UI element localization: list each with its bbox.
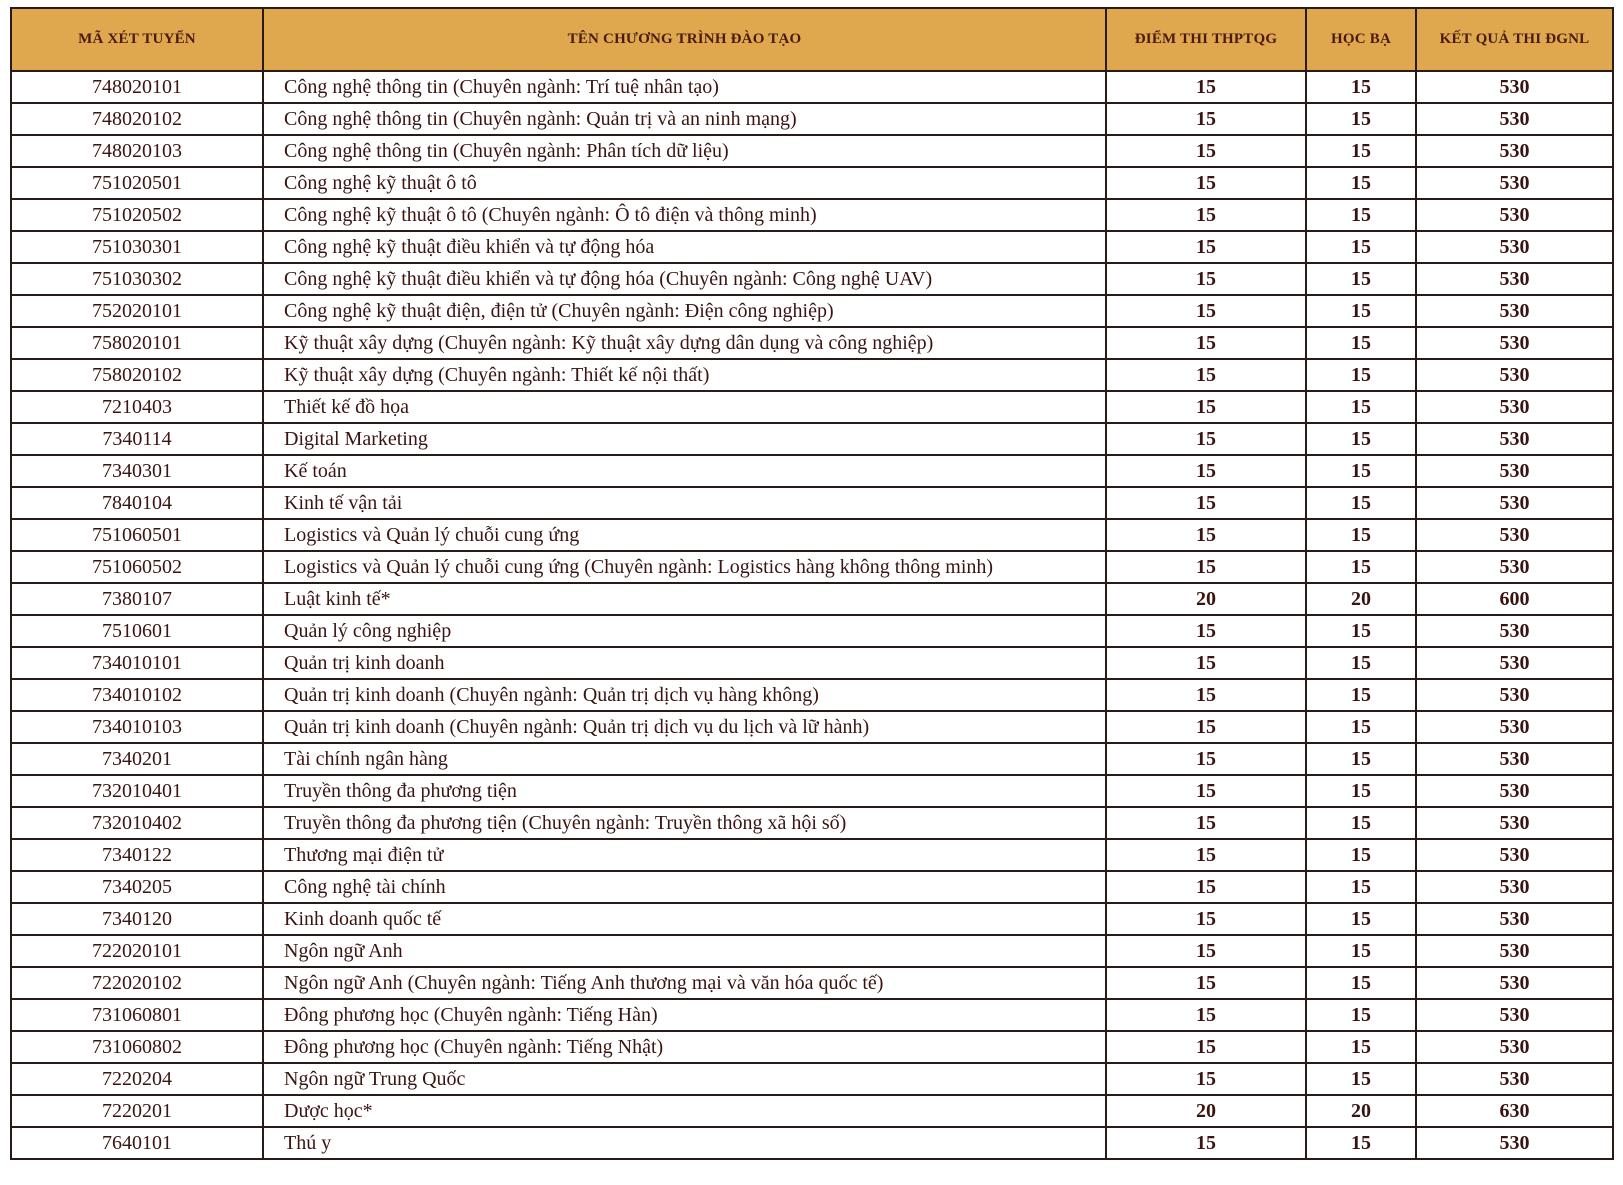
program-name-cell: Truyền thông đa phương tiện <box>263 775 1106 807</box>
program-name-cell: Thú y <box>263 1127 1106 1159</box>
dgnl-score-cell: 530 <box>1416 551 1613 583</box>
thpt-score-cell: 15 <box>1106 1031 1306 1063</box>
program-name-cell: Luật kinh tế* <box>263 583 1106 615</box>
dgnl-score-cell: 530 <box>1416 103 1613 135</box>
hocba-score-cell: 15 <box>1306 1127 1416 1159</box>
thpt-score-cell: 15 <box>1106 775 1306 807</box>
dgnl-score-cell: 530 <box>1416 519 1613 551</box>
table-row <box>11 1063 1613 1095</box>
hocba-score-cell: 15 <box>1306 999 1416 1031</box>
program-code-cell: 751020501 <box>11 167 263 199</box>
program-code-cell: 734010103 <box>11 711 263 743</box>
table-row <box>11 583 1613 615</box>
program-code-cell: 732010402 <box>11 807 263 839</box>
hocba-score-cell: 15 <box>1306 327 1416 359</box>
program-code-cell: 752020101 <box>11 295 263 327</box>
program-code-cell: 734010101 <box>11 647 263 679</box>
table-row <box>11 423 1613 455</box>
dgnl-score-cell: 530 <box>1416 679 1613 711</box>
program-code-cell: 7220201 <box>11 1095 263 1127</box>
hocba-score-cell: 15 <box>1306 487 1416 519</box>
thpt-score-cell: 15 <box>1106 743 1306 775</box>
dgnl-score-cell: 530 <box>1416 199 1613 231</box>
hocba-score-cell: 15 <box>1306 167 1416 199</box>
table-row <box>11 1127 1613 1159</box>
table-row <box>11 487 1613 519</box>
hocba-score-cell: 15 <box>1306 1063 1416 1095</box>
hocba-score-cell: 15 <box>1306 807 1416 839</box>
table-row <box>11 135 1613 167</box>
program-name-cell: Công nghệ kỹ thuật ô tô <box>263 167 1106 199</box>
thpt-score-cell: 15 <box>1106 871 1306 903</box>
table-row <box>11 807 1613 839</box>
program-code-cell: 751060502 <box>11 551 263 583</box>
dgnl-score-cell: 530 <box>1416 1127 1613 1159</box>
program-code-cell: 731060801 <box>11 999 263 1031</box>
program-code-cell: 732010401 <box>11 775 263 807</box>
table-row <box>11 615 1613 647</box>
dgnl-score-cell: 530 <box>1416 839 1613 871</box>
thpt-score-cell: 15 <box>1106 679 1306 711</box>
table-row <box>11 199 1613 231</box>
program-code-cell: 7340201 <box>11 743 263 775</box>
program-name-cell: Logistics và Quản lý chuỗi cung ứng <box>263 519 1106 551</box>
program-name-cell: Công nghệ kỹ thuật điều khiển và tự động hóa (Chuyên ngành: Công nghệ UAV) <box>263 263 1106 295</box>
program-name-cell: Logistics và Quản lý chuỗi cung ứng (Chuyên ngành: Logistics hàng không thông minh) <box>263 551 1106 583</box>
program-code-cell: 751060501 <box>11 519 263 551</box>
dgnl-score-cell: 530 <box>1416 871 1613 903</box>
table-row <box>11 455 1613 487</box>
dgnl-score-cell: 530 <box>1416 231 1613 263</box>
program-code-cell: 722020101 <box>11 935 263 967</box>
program-name-cell: Ngôn ngữ Anh <box>263 935 1106 967</box>
program-code-cell: 748020102 <box>11 103 263 135</box>
thpt-score-cell: 15 <box>1106 103 1306 135</box>
hocba-score-cell: 15 <box>1306 871 1416 903</box>
thpt-score-cell: 15 <box>1106 455 1306 487</box>
program-name-cell: Thiết kế đồ họa <box>263 391 1106 423</box>
hocba-score-cell: 15 <box>1306 295 1416 327</box>
hocba-score-cell: 15 <box>1306 1031 1416 1063</box>
program-code-cell: 734010102 <box>11 679 263 711</box>
dgnl-score-cell: 530 <box>1416 1031 1613 1063</box>
table-row <box>11 359 1613 391</box>
program-code-cell: 7220204 <box>11 1063 263 1095</box>
dgnl-score-cell: 530 <box>1416 423 1613 455</box>
thpt-score-cell: 15 <box>1106 807 1306 839</box>
program-code-cell: 751030302 <box>11 263 263 295</box>
thpt-score-cell: 15 <box>1106 1063 1306 1095</box>
thpt-score-cell: 15 <box>1106 711 1306 743</box>
table-row <box>11 679 1613 711</box>
thpt-score-cell: 15 <box>1106 999 1306 1031</box>
dgnl-score-cell: 530 <box>1416 935 1613 967</box>
dgnl-score-cell: 530 <box>1416 743 1613 775</box>
program-code-cell: 751020502 <box>11 199 263 231</box>
program-name-cell: Kỹ thuật xây dựng (Chuyên ngành: Thiết kế nội thất) <box>263 359 1106 391</box>
table-row <box>11 935 1613 967</box>
thpt-score-cell: 15 <box>1106 903 1306 935</box>
hocba-score-cell: 15 <box>1306 647 1416 679</box>
table-row <box>11 711 1613 743</box>
program-code-cell: 7340301 <box>11 455 263 487</box>
table-row <box>11 871 1613 903</box>
table-row <box>11 551 1613 583</box>
program-name-cell: Đông phương học (Chuyên ngành: Tiếng Hàn) <box>263 999 1106 1031</box>
program-code-cell: 751030301 <box>11 231 263 263</box>
thpt-score-cell: 15 <box>1106 839 1306 871</box>
program-name-cell: Truyền thông đa phương tiện (Chuyên ngành: Truyền thông xã hội số) <box>263 807 1106 839</box>
dgnl-score-cell: 530 <box>1416 455 1613 487</box>
table-row <box>11 1031 1613 1063</box>
table-row <box>11 231 1613 263</box>
program-code-cell: 7210403 <box>11 391 263 423</box>
program-name-cell: Digital Marketing <box>263 423 1106 455</box>
program-name-cell: Công nghệ kỹ thuật ô tô (Chuyên ngành: Ô tô điện và thông minh) <box>263 199 1106 231</box>
thpt-score-cell: 15 <box>1106 71 1306 103</box>
thpt-score-cell: 15 <box>1106 615 1306 647</box>
program-code-cell: 722020102 <box>11 967 263 999</box>
table-row <box>11 71 1613 103</box>
program-name-cell: Ngôn ngữ Trung Quốc <box>263 1063 1106 1095</box>
admission-scores-table-container <box>10 7 1612 1160</box>
hocba-score-cell: 15 <box>1306 967 1416 999</box>
header-code: MÃ XÉT TUYỂN <box>11 8 263 71</box>
table-header <box>11 8 1613 71</box>
table-row <box>11 519 1613 551</box>
program-name-cell: Dược học* <box>263 1095 1106 1127</box>
dgnl-score-cell: 530 <box>1416 775 1613 807</box>
program-name-cell: Công nghệ thông tin (Chuyên ngành: Phân tích dữ liệu) <box>263 135 1106 167</box>
dgnl-score-cell: 530 <box>1416 71 1613 103</box>
table-row <box>11 263 1613 295</box>
hocba-score-cell: 15 <box>1306 103 1416 135</box>
hocba-score-cell: 15 <box>1306 711 1416 743</box>
program-name-cell: Quản lý công nghiệp <box>263 615 1106 647</box>
thpt-score-cell: 15 <box>1106 231 1306 263</box>
table-row <box>11 999 1613 1031</box>
table-row <box>11 775 1613 807</box>
thpt-score-cell: 15 <box>1106 391 1306 423</box>
thpt-score-cell: 15 <box>1106 135 1306 167</box>
hocba-score-cell: 15 <box>1306 615 1416 647</box>
program-name-cell: Công nghệ thông tin (Chuyên ngành: Trí tuệ nhân tạo) <box>263 71 1106 103</box>
dgnl-score-cell: 600 <box>1416 583 1613 615</box>
thpt-score-cell: 15 <box>1106 327 1306 359</box>
header-dgnl-score: KẾT QUẢ THI ĐGNL <box>1416 8 1613 71</box>
program-name-cell: Kinh tế vận tải <box>263 487 1106 519</box>
hocba-score-cell: 15 <box>1306 679 1416 711</box>
program-code-cell: 7510601 <box>11 615 263 647</box>
program-code-cell: 7340114 <box>11 423 263 455</box>
program-code-cell: 7380107 <box>11 583 263 615</box>
table-row <box>11 1095 1613 1127</box>
dgnl-score-cell: 530 <box>1416 327 1613 359</box>
program-code-cell: 748020103 <box>11 135 263 167</box>
program-name-cell: Quản trị kinh doanh (Chuyên ngành: Quản trị dịch vụ du lịch và lữ hành) <box>263 711 1106 743</box>
hocba-score-cell: 15 <box>1306 903 1416 935</box>
program-code-cell: 7340120 <box>11 903 263 935</box>
program-name-cell: Công nghệ kỹ thuật điều khiển và tự động hóa <box>263 231 1106 263</box>
thpt-score-cell: 15 <box>1106 263 1306 295</box>
hocba-score-cell: 15 <box>1306 423 1416 455</box>
thpt-score-cell: 15 <box>1106 167 1306 199</box>
hocba-score-cell: 20 <box>1306 1095 1416 1127</box>
header-program-name: TÊN CHƯƠNG TRÌNH ĐÀO TẠO <box>263 8 1106 71</box>
table-row <box>11 967 1613 999</box>
hocba-score-cell: 15 <box>1306 263 1416 295</box>
dgnl-score-cell: 530 <box>1416 903 1613 935</box>
program-code-cell: 758020101 <box>11 327 263 359</box>
table-row <box>11 295 1613 327</box>
thpt-score-cell: 15 <box>1106 359 1306 391</box>
dgnl-score-cell: 530 <box>1416 135 1613 167</box>
header-hocba-score: HỌC BẠ <box>1306 8 1416 71</box>
program-name-cell: Quản trị kinh doanh (Chuyên ngành: Quản trị dịch vụ hàng không) <box>263 679 1106 711</box>
table-row <box>11 327 1613 359</box>
table-body <box>11 71 1613 1159</box>
hocba-score-cell: 15 <box>1306 519 1416 551</box>
program-name-cell: Công nghệ kỹ thuật điện, điện tử (Chuyên ngành: Điện công nghiệp) <box>263 295 1106 327</box>
program-name-cell: Ngôn ngữ Anh (Chuyên ngành: Tiếng Anh thương mại và văn hóa quốc tế) <box>263 967 1106 999</box>
dgnl-score-cell: 530 <box>1416 967 1613 999</box>
thpt-score-cell: 15 <box>1106 423 1306 455</box>
thpt-score-cell: 20 <box>1106 1095 1306 1127</box>
program-name-cell: Tài chính ngân hàng <box>263 743 1106 775</box>
header-thpt-score: ĐIỂM THI THPTQG <box>1106 8 1306 71</box>
program-code-cell: 7340122 <box>11 839 263 871</box>
program-name-cell: Kế toán <box>263 455 1106 487</box>
hocba-score-cell: 15 <box>1306 743 1416 775</box>
hocba-score-cell: 15 <box>1306 391 1416 423</box>
hocba-score-cell: 15 <box>1306 455 1416 487</box>
program-name-cell: Kỹ thuật xây dựng (Chuyên ngành: Kỹ thuật xây dựng dân dụng và công nghiệp) <box>263 327 1106 359</box>
program-code-cell: 731060802 <box>11 1031 263 1063</box>
table-row <box>11 103 1613 135</box>
admission-scores-table <box>10 7 1614 1160</box>
program-code-cell: 758020102 <box>11 359 263 391</box>
dgnl-score-cell: 530 <box>1416 807 1613 839</box>
thpt-score-cell: 15 <box>1106 519 1306 551</box>
dgnl-score-cell: 530 <box>1416 999 1613 1031</box>
thpt-score-cell: 15 <box>1106 295 1306 327</box>
table-row <box>11 167 1613 199</box>
table-row <box>11 839 1613 871</box>
program-name-cell: Quản trị kinh doanh <box>263 647 1106 679</box>
dgnl-score-cell: 530 <box>1416 263 1613 295</box>
thpt-score-cell: 15 <box>1106 967 1306 999</box>
dgnl-score-cell: 530 <box>1416 295 1613 327</box>
hocba-score-cell: 15 <box>1306 199 1416 231</box>
thpt-score-cell: 15 <box>1106 199 1306 231</box>
program-code-cell: 7340205 <box>11 871 263 903</box>
dgnl-score-cell: 530 <box>1416 167 1613 199</box>
hocba-score-cell: 15 <box>1306 231 1416 263</box>
thpt-score-cell: 15 <box>1106 935 1306 967</box>
thpt-score-cell: 15 <box>1106 551 1306 583</box>
dgnl-score-cell: 530 <box>1416 487 1613 519</box>
dgnl-score-cell: 630 <box>1416 1095 1613 1127</box>
hocba-score-cell: 15 <box>1306 775 1416 807</box>
program-name-cell: Công nghệ thông tin (Chuyên ngành: Quản trị và an ninh mạng) <box>263 103 1106 135</box>
program-name-cell: Kinh doanh quốc tế <box>263 903 1106 935</box>
table-row <box>11 647 1613 679</box>
table-row <box>11 903 1613 935</box>
hocba-score-cell: 15 <box>1306 551 1416 583</box>
hocba-score-cell: 15 <box>1306 359 1416 391</box>
hocba-score-cell: 15 <box>1306 71 1416 103</box>
hocba-score-cell: 20 <box>1306 583 1416 615</box>
program-name-cell: Thương mại điện tử <box>263 839 1106 871</box>
thpt-score-cell: 20 <box>1106 583 1306 615</box>
thpt-score-cell: 15 <box>1106 487 1306 519</box>
dgnl-score-cell: 530 <box>1416 359 1613 391</box>
header-row <box>11 8 1613 71</box>
dgnl-score-cell: 530 <box>1416 391 1613 423</box>
hocba-score-cell: 15 <box>1306 839 1416 871</box>
dgnl-score-cell: 530 <box>1416 647 1613 679</box>
thpt-score-cell: 15 <box>1106 647 1306 679</box>
hocba-score-cell: 15 <box>1306 935 1416 967</box>
program-code-cell: 7640101 <box>11 1127 263 1159</box>
program-code-cell: 7840104 <box>11 487 263 519</box>
program-name-cell: Công nghệ tài chính <box>263 871 1106 903</box>
hocba-score-cell: 15 <box>1306 135 1416 167</box>
table-row <box>11 391 1613 423</box>
dgnl-score-cell: 530 <box>1416 1063 1613 1095</box>
program-name-cell: Đông phương học (Chuyên ngành: Tiếng Nhật) <box>263 1031 1106 1063</box>
dgnl-score-cell: 530 <box>1416 615 1613 647</box>
thpt-score-cell: 15 <box>1106 1127 1306 1159</box>
table-row <box>11 743 1613 775</box>
program-code-cell: 748020101 <box>11 71 263 103</box>
dgnl-score-cell: 530 <box>1416 711 1613 743</box>
